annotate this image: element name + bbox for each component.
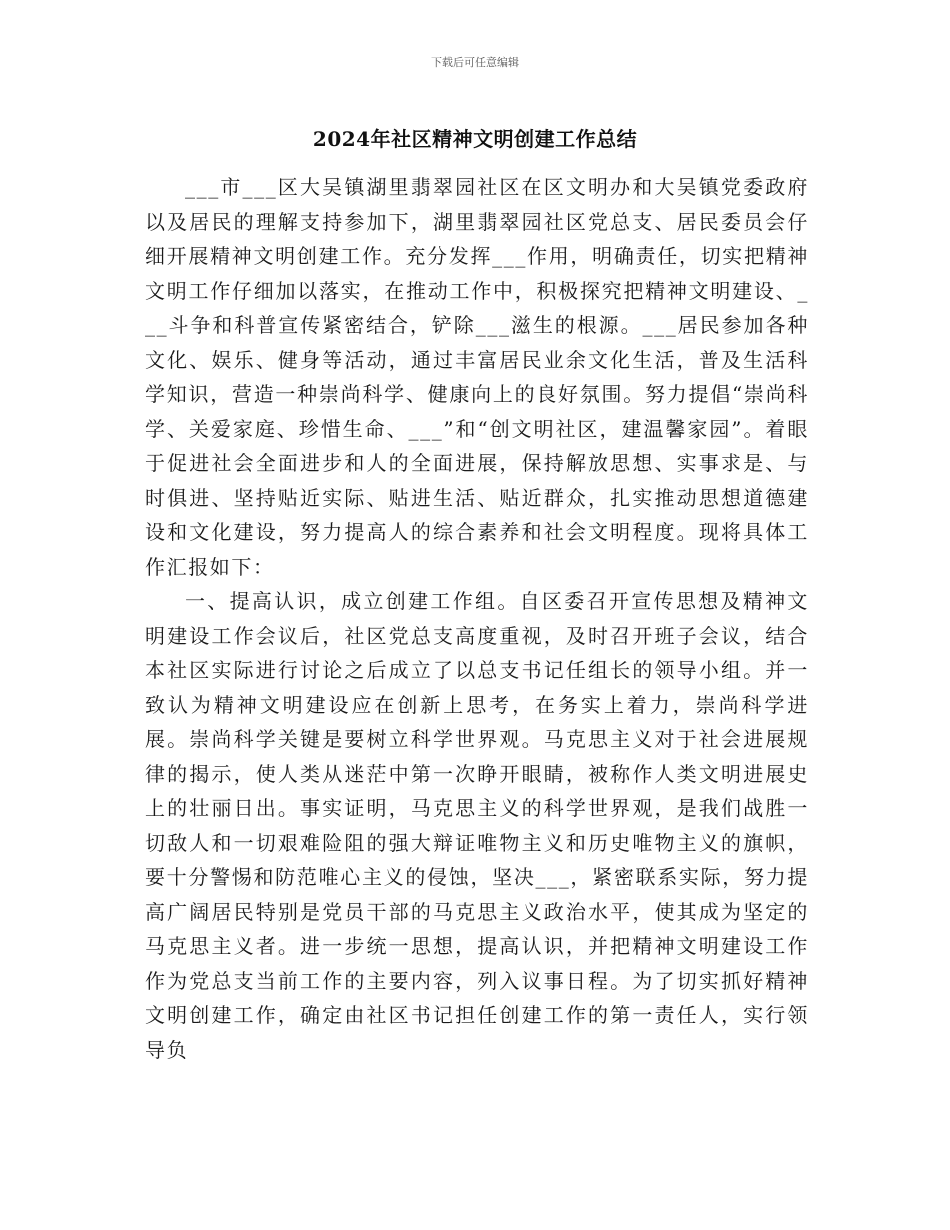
paragraph-intro: ___市___区大吴镇湖里翡翠园社区在区文明办和大吴镇党委政府以及居民的理解支持参加下，湖里翡翠园社区党总支、居民委员会仔细开展精神文明创建工作。充分发挥___作用，明确责任，切实把精神文明工作仔细加以落实，在推动工作中，积极探究把精神文明建设、___斗争和科普宣传紧密结合，铲除___滋生的根源。___居民参加各种文化、娱乐、健身等活动，通过丰富居民业余文化生活，普及生活科学知识，营造一种崇尚科学、健康向上的良好氛围。努力提倡“崇尚科学、关爱家庭、珍惜生命、___”和“创文明社区，建温馨家园”。着眼于促进社会全面进步和人的全面进展，保持解放思想、实事求是、与时俱进、坚持贴近实际、贴进生活、贴近群众，扎实推动思想道德建设和文化建设，努力提高人的综合素养和社会文明程度。现将具体工作汇报如下： [145,175,809,579]
paragraph-section-1: 一、提高认识，成立创建工作组。自区委召开宣传思想及精神文明建设工作会议后，社区党总支高度重视，及时召开班子会议，结合本社区实际进行讨论之后成立了以总支书记任组长的领导小组。并一致认为精神文明建设应在创新上思考，在务实上着力，崇尚科学进展。崇尚科学关键是要树立科学世界观。马克思主义对于社会进展规律的揭示，使人类从迷茫中第一次睁开眼睛，被称作人类文明进展史上的壮丽日出。事实证明，马克思主义的科学世界观，是我们战胜一切敌人和一切艰难险阻的强大辩证唯物主义和历史唯物主义的旗帜，要十分警惕和防范唯心主义的侵蚀，坚决___，紧密联系实际，努力提高广阔居民特别是党员干部的马克思主义政治水平，使其成为坚定的马克思主义者。进一步统一思想，提高认识，并把精神文明建设工作作为党总支当前工作的主要内容，列入议事日程。为了切实抓好精神文明创建工作，确定由社区书记担任创建工作的第一责任人，实行领导负 [145,589,809,1062]
document-body [145,170,809,1067]
document-title: 2024年社区精神文明创建工作总结 [312,127,638,151]
header-note: 下载后可任意编辑 [431,56,519,69]
